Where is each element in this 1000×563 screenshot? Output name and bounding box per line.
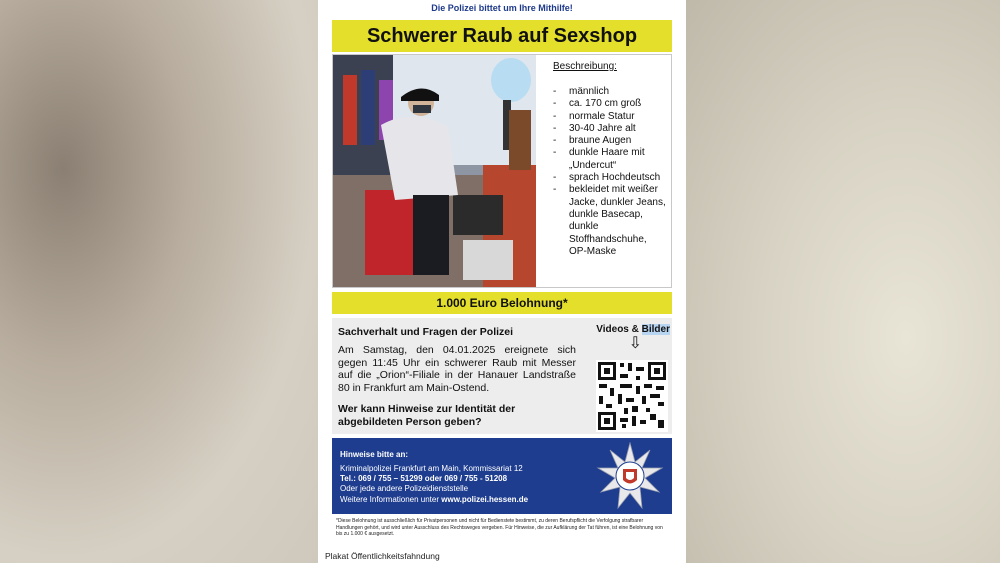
police-star-icon [596, 442, 664, 510]
contact-box [332, 438, 672, 514]
description-item: - dunkle Haare mit „Undercut“ [553, 147, 667, 172]
description-item: - sprach Hochdeutsch [553, 172, 667, 184]
image-caption: Plakat Öffentlichkeitsfahndung [325, 551, 440, 561]
description-item: - männlich [553, 86, 667, 98]
description-item: - bekleidet mit weißer Jacke, dunkler Jeans, dunkle Basecap, dunkle Stoffhandschuhe, OP-Maske [553, 184, 667, 258]
surveillance-photo[interactable] [333, 55, 536, 287]
contact-line-3: Oder jede andere Polizeidienststelle [340, 484, 469, 493]
blurred-background-right [686, 0, 1000, 563]
description-list [553, 86, 667, 258]
blurred-background-left [0, 0, 318, 563]
poster-title: Schwerer Raub auf Sexshop [332, 20, 672, 52]
arrow-down-icon: ⇩ [628, 335, 642, 352]
surveillance-photo-image [333, 55, 536, 287]
description-item: - normale Statur [553, 111, 667, 123]
description-item: - braune Augen [553, 135, 667, 147]
contact-line-1: Kriminalpolizei Frankfurt am Main, Kommissariat 12 [340, 464, 523, 473]
contact-line-4 [340, 495, 528, 504]
description-item: - ca. 170 cm groß [553, 98, 667, 110]
description-item: - 30-40 Jahre alt [553, 123, 667, 135]
police-website-link[interactable]: www.polizei.hessen.de [441, 495, 529, 504]
description-heading: Beschreibung: [553, 61, 617, 72]
description-box [332, 54, 672, 288]
suspect-description [553, 61, 667, 258]
reward-banner: 1.000 Euro Belohnung* [332, 292, 672, 314]
qr-code[interactable] [596, 360, 668, 432]
facts-section [332, 318, 672, 434]
qr-label-videos: Videos & [596, 324, 642, 335]
facts-text: Am Samstag, den 04.01.2025 ereignete sich gegen 11:45 Uhr ein schwerer Raub mit Messer auf die „Orion“-Filiale in der Hanauer Landstraße 80 in Frankfurt am Main-Ostend. [338, 344, 576, 394]
qr-label [596, 324, 670, 335]
facts-heading: Sachverhalt und Fragen der Polizei [338, 326, 514, 338]
qr-code-image [596, 360, 668, 432]
facts-question: Wer kann Hinweise zur Identität der abgebildeten Person geben? [338, 403, 516, 428]
qr-label-bilder: Bilder [641, 324, 670, 335]
contact-phone: Tel.: 069 / 755 – 51299 oder 069 / 755 - 51208 [340, 474, 508, 483]
poster-top-line: Die Polizei bittet um Ihre Mithilfe! [431, 3, 573, 13]
contact-line-4-prefix: Weitere Informationen unter [340, 495, 442, 504]
wanted-poster [318, 0, 686, 563]
fine-print: *Diese Belohnung ist ausschließlich für Privatpersonen und nicht für Bedienstete bestimmt, zu deren Berufspflicht die Verfolgung strafbarer Handlungen gehört, und wird unter Ausschluss des Rechtsweges vergeben. Für Hinweise, die zur Aufklärung der Tat führen, ist eine Belohnung von bis zu 1.000 € ausgesetzt. [336, 518, 663, 537]
contact-heading: Hinweise bitte an: [340, 450, 409, 459]
